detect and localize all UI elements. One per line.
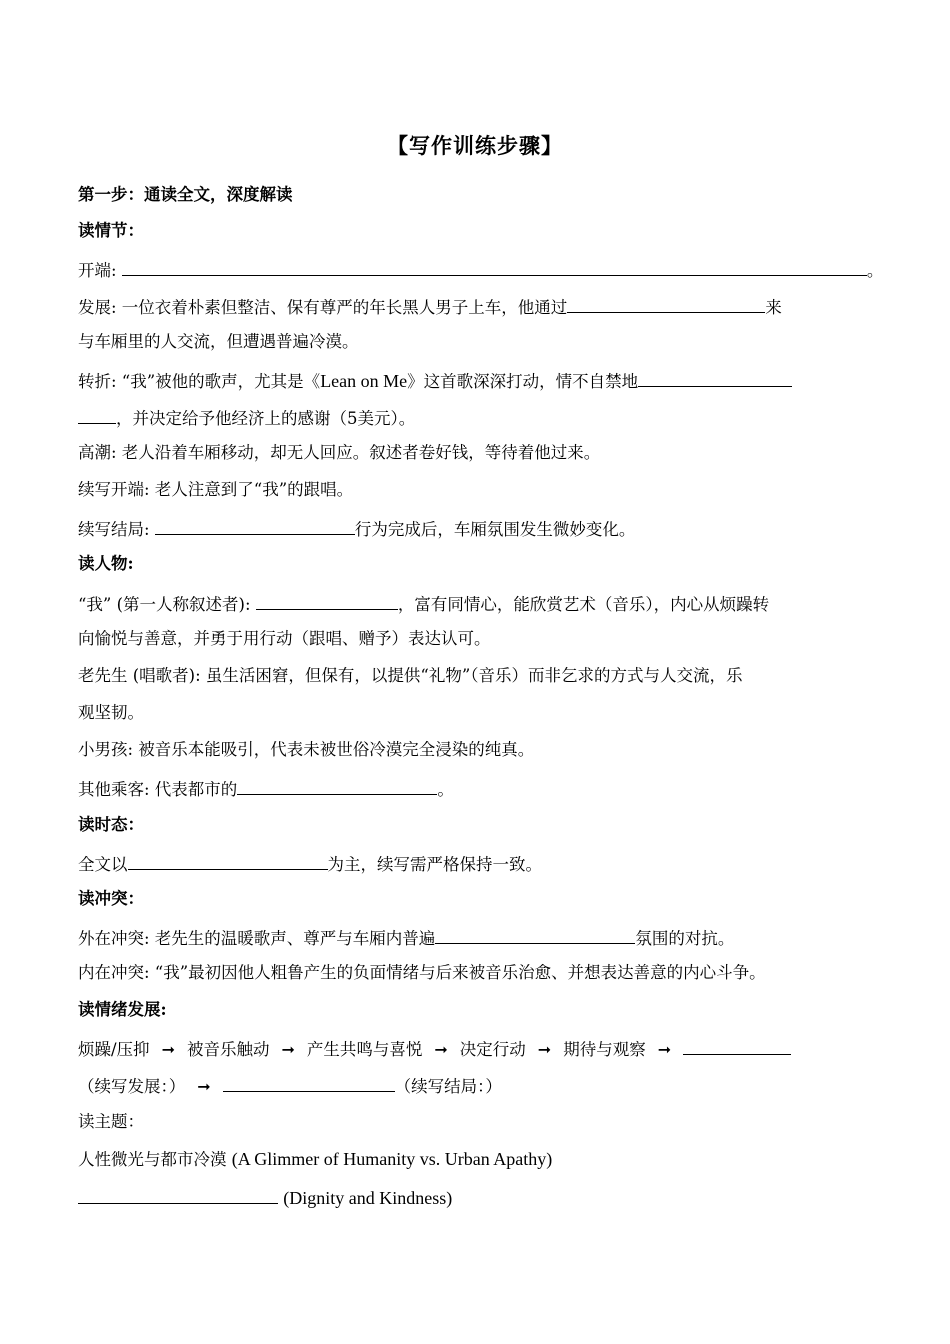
- kaiduan-end: 。: [866, 261, 884, 280]
- character-others: [78, 776, 882, 801]
- external-text-a: 外在冲突: 老先生的温暖歌声、尊严与车厢内普遍: [78, 929, 436, 948]
- xuxie-end-blank[interactable]: [155, 516, 355, 535]
- plot-zhuanzhe: [78, 368, 882, 393]
- me-text: ，富有同情心，能欣赏艺术（音乐），内心从烦躁转: [397, 595, 770, 614]
- me-label: “我” (第一人称叙述者):: [78, 595, 251, 614]
- plot-xuxie-end: [78, 516, 882, 541]
- conflict-internal: 内在冲突: “我”最初因他人粗鲁产生的负面情绪与后来被音乐治愈、并想表达善意的内心斗争。: [78, 963, 766, 982]
- me-blank[interactable]: [256, 591, 398, 610]
- external-blank[interactable]: [435, 925, 635, 944]
- theme-en-2: (Dignity and Kindness): [283, 1188, 453, 1208]
- tense-blank[interactable]: [128, 851, 328, 870]
- tense-text-a: 全文以: [78, 855, 128, 874]
- fazhan-text: 发展: 一位衣着朴素但整洁、保有尊严的年长黑人男子上车，他通过: [78, 298, 568, 317]
- plot-xuxie-start: 续写开端: 老人注意到了“我”的跟唱。: [78, 480, 354, 499]
- emotion-step: 被音乐触动: [186, 1040, 270, 1059]
- emotion-step: 烦躁/压抑: [78, 1040, 150, 1059]
- plot-zhuanzhe-cont: [78, 405, 882, 430]
- emotion-heading: 读情绪发展:: [78, 1000, 167, 1019]
- kaiduan-label: 开端:: [78, 261, 117, 280]
- character-old-man: [78, 665, 882, 687]
- xuxie-end-text: 行为完成后，车厢氛围发生微妙变化。: [354, 520, 636, 539]
- character-old-man-cont: 观坚韧。: [78, 703, 144, 722]
- step-heading: 第一步：通读全文，深度解读: [78, 185, 293, 204]
- arrow-icon: ➞: [434, 1040, 448, 1059]
- zhuanzhe-blank-cont[interactable]: [78, 405, 116, 424]
- emotion-chain: [78, 1036, 882, 1061]
- emotion-chain-cont: [78, 1073, 882, 1098]
- fazhan-blank[interactable]: [567, 294, 765, 313]
- emotion-step: 决定行动: [459, 1040, 526, 1059]
- dev-label: （续写发展：）: [78, 1077, 186, 1096]
- characters-heading: 读人物:: [78, 554, 134, 573]
- old-man-text: 老先生 (唱歌者): 虽生活困窘，但保有，以提供“礼物”（音乐）而非乞求的方式与人交流，乐: [78, 666, 743, 685]
- arrow-icon: ➞: [161, 1040, 175, 1059]
- arrow-icon: ➞: [657, 1040, 672, 1059]
- song-title: Lean on Me: [320, 371, 408, 391]
- plot-kaiduan: [78, 257, 882, 282]
- plot-fazhan-cont: 与车厢里的人交流，但遭遇普遍冷漠。: [78, 332, 359, 351]
- external-text-b: 氛围的对抗。: [635, 929, 735, 948]
- page-title: 【写作训练步骤】: [387, 133, 563, 158]
- fazhan-tail: 来: [765, 298, 782, 317]
- theme-line-2: [78, 1185, 882, 1210]
- theme-blank[interactable]: [78, 1185, 278, 1204]
- arrow-icon: ➞: [537, 1040, 552, 1059]
- arrow-icon: ➞: [197, 1077, 211, 1096]
- character-me-cont: 向愉悦与善意，并勇于用行动（跟唱、赠予）表达认可。: [78, 629, 491, 648]
- others-label: 其他乘客: 代表都市的: [78, 780, 238, 799]
- theme-heading: 读主题：: [78, 1112, 144, 1131]
- conflict-external: [78, 925, 882, 950]
- plot-heading: 读情节：: [78, 221, 144, 240]
- theme-cn: 人性微光与都市冷漠: [78, 1150, 227, 1169]
- others-blank[interactable]: [237, 776, 437, 795]
- others-end: 。: [437, 780, 454, 799]
- emotion-blank-2[interactable]: [223, 1073, 395, 1092]
- character-me: [78, 591, 882, 616]
- end-label: （续写结局：）: [394, 1077, 502, 1096]
- arrow-icon: ➞: [281, 1040, 295, 1059]
- xuxie-end-label: 续写结局:: [78, 520, 150, 539]
- tense-heading: 读时态：: [78, 815, 144, 834]
- theme-line-1: [78, 1148, 882, 1171]
- emotion-step: 产生共鸣与喜悦: [306, 1040, 423, 1059]
- plot-fazhan: [78, 294, 882, 319]
- emotion-step: 期待与观察: [563, 1040, 646, 1059]
- zhuanzhe-text-c: ，并决定给予他经济上的感谢（5美元）。: [116, 409, 416, 428]
- zhuanzhe-blank[interactable]: [638, 368, 792, 387]
- zhuanzhe-text-b: 》这首歌深深打动，情不自禁地: [407, 372, 639, 391]
- zhuanzhe-text: 转折: “我”被他的歌声，尤其是《: [78, 372, 321, 391]
- tense-line: [78, 851, 882, 876]
- kaiduan-blank[interactable]: [122, 257, 867, 276]
- emotion-blank-1[interactable]: [683, 1036, 791, 1055]
- theme-en: (A Glimmer of Humanity vs. Urban Apathy): [231, 1149, 553, 1169]
- conflict-heading: 读冲突：: [78, 889, 144, 908]
- tense-text-b: 为主，续写需严格保持一致。: [327, 855, 542, 874]
- plot-gaochao: 高潮: 老人沿着车厢移动，却无人回应。叙述者卷好钱，等待着他过来。: [78, 443, 601, 462]
- character-boy: 小男孩: 被音乐本能吸引，代表未被世俗冷漠完全浸染的纯真。: [78, 740, 535, 759]
